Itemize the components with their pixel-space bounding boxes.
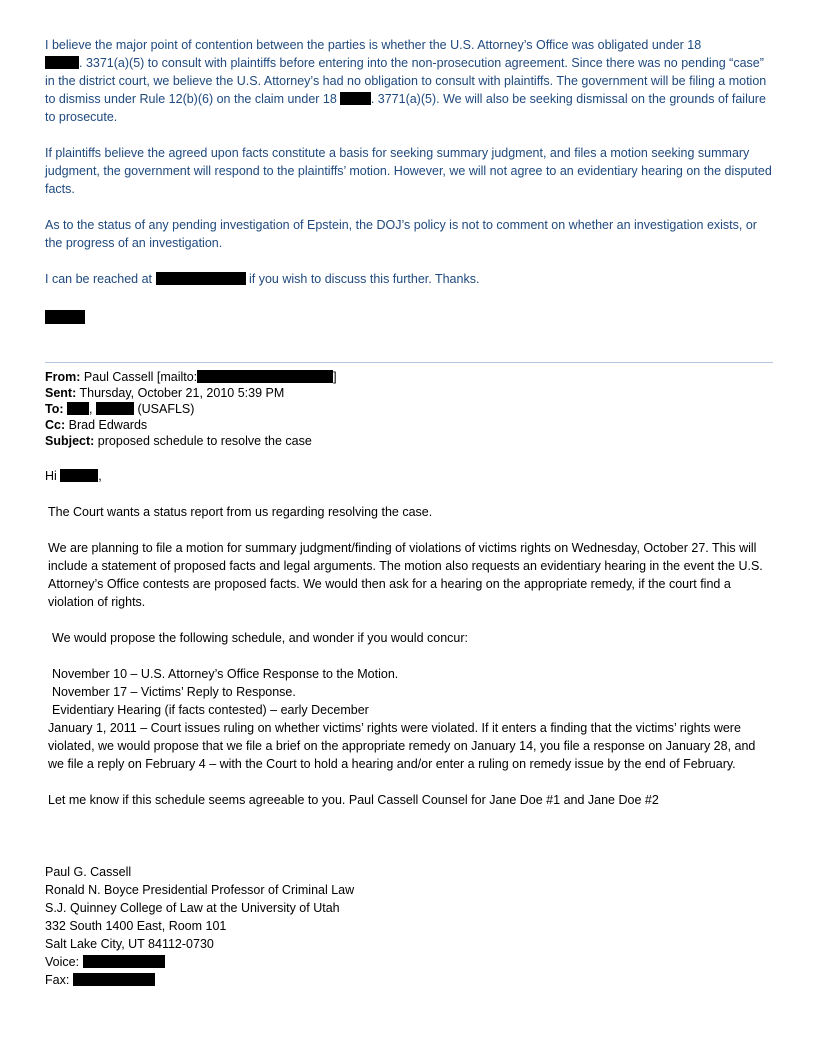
voice-label: Voice: — [45, 955, 80, 969]
redaction-block — [156, 272, 246, 285]
to-comma: , — [89, 402, 93, 416]
sent-value: Thursday, October 21, 2010 5:39 PM — [79, 386, 285, 400]
reply-para4-part-a: I can be reached at — [45, 272, 153, 286]
cc-line — [45, 417, 773, 433]
reply-para1-part-c: . 3771(a)(5). We will also be seeking dismissal on the grounds of failure to prosecute. — [45, 92, 766, 124]
reply-para1-part-a: I believe the major point of contention between the parties is whether the U.S. Attorney’s Office was obligated under 18 — [45, 38, 702, 52]
redaction-block — [83, 955, 165, 968]
cc-value: Brad Edwards — [68, 418, 148, 432]
body-paragraph-2: We are planning to file a motion for summary judgment/finding of violations of victims rights on Wednesday, October 27. This will include a statement of proposed facts and legal arguments. The motion also requests an evidentiary hearing in the event the U.S. Attorney’s Office contests are proposed facts. We would then ask for a hearing on the appropriate remedy, if the court find a violation of rights. — [48, 541, 763, 609]
redaction-block — [340, 92, 371, 105]
greeting-text: Hi — [45, 469, 57, 483]
redaction-block — [197, 370, 333, 383]
subject-value: proposed schedule to resolve the case — [97, 434, 312, 448]
from-line — [45, 369, 773, 385]
closing-paragraph: Let me know if this schedule seems agreeable to you. Paul Cassell Counsel for Jane Doe #1 and Jane Doe #2 — [48, 793, 659, 807]
voice-line — [45, 953, 773, 971]
greeting — [45, 467, 773, 485]
schedule-item: November 17 – Victims’ Reply to Response. — [52, 685, 296, 699]
subject-label: Subject: — [45, 434, 95, 448]
redaction-block — [73, 973, 155, 986]
redacted-signature — [45, 310, 85, 324]
from-close: ] — [333, 370, 337, 384]
redaction-block — [96, 402, 134, 415]
fax-label: Fax: — [45, 973, 70, 987]
reply-paragraph-3: As to the status of any pending investigation of Epstein, the DOJ’s policy is not to comment on whether an investigation exists, or the progress of an investigation. — [45, 218, 757, 250]
to-line — [45, 401, 773, 417]
reply-section — [45, 36, 773, 324]
body-paragraph-3: We would propose the following schedule, and wonder if you would concur: — [52, 631, 468, 645]
signature-address-line-1: 332 South 1400 East, Room 101 — [45, 919, 227, 933]
sent-label: Sent: — [45, 386, 77, 400]
schedule-item: November 10 – U.S. Attorney’s Office Response to the Motion. — [52, 667, 399, 681]
signature-title: Ronald N. Boyce Presidential Professor of Criminal Law — [45, 883, 355, 897]
redaction-block — [60, 469, 98, 482]
reply-paragraph-2: If plaintiffs believe the agreed upon facts constitute a basis for seeking summary judgment, and files a motion seeking summary judgment, the government will respond to the plaintiffs’ motion. However, we will not agree to an evidentiary hearing on the disputed facts. — [45, 146, 772, 196]
reply-paragraph-1 — [45, 36, 773, 126]
from-value: Paul Cassell [mailto: — [83, 370, 198, 384]
email-document — [45, 36, 773, 989]
schedule-item: Evidentiary Hearing (if facts contested) – early December — [52, 703, 369, 717]
signature-school: S.J. Quinney College of Law at the University of Utah — [45, 901, 340, 915]
body-paragraph-1: The Court wants a status report from us regarding resolving the case. — [48, 505, 433, 519]
reply-paragraph-4 — [45, 270, 773, 288]
original-message-header — [45, 369, 773, 449]
signature-block — [45, 863, 773, 989]
schedule-item-final: January 1, 2011 – Court issues ruling on whether victims’ rights were violated. If it enters a finding that the victims’ rights were violated, we would propose that we file a brief on the appropriate remedy on January 14, you file a response on January 28, and we file a reply on February 4 – with the Court to hold a hearing and/or enter a ruling on remedy issue by the end of February. — [48, 721, 756, 771]
message-divider — [45, 362, 773, 363]
redaction-block — [67, 402, 89, 415]
sent-line — [45, 385, 773, 401]
cc-label: Cc: — [45, 418, 66, 432]
to-label: To: — [45, 402, 64, 416]
redaction-block — [45, 56, 79, 69]
reply-para4-part-b: if you wish to discuss this further. Thanks. — [249, 272, 480, 286]
from-label: From: — [45, 370, 81, 384]
to-suffix: (USAFLS) — [137, 402, 195, 416]
greeting-comma: , — [98, 469, 102, 483]
subject-line — [45, 433, 773, 449]
signature-address-line-2: Salt Lake City, UT 84112-0730 — [45, 937, 214, 951]
proposed-schedule — [45, 665, 773, 773]
fax-line — [45, 971, 773, 989]
reply-para1-part-b: . 3371(a)(5) to consult with plaintiffs before entering into the non-prosecution agreement. Since there was no pending “case” in the district court, we believe the U.S. Attorney’s had no obligation to consult with plaintiffs. The government will be filing a motion to dismiss under Rule 12(b)(6) on the claim under 18 — [45, 56, 767, 106]
signature-name: Paul G. Cassell — [45, 865, 132, 879]
